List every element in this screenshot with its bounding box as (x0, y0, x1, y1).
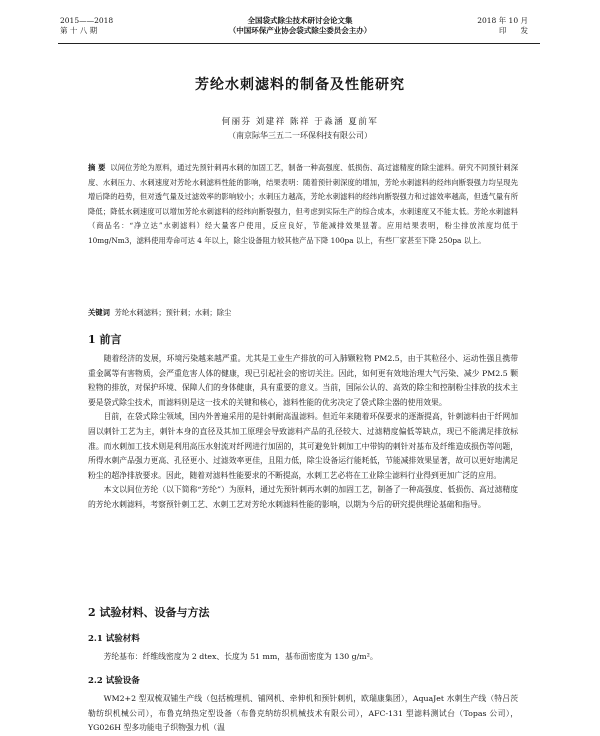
section-1-body (88, 352, 518, 513)
section-2-1-heading: 2.1 试验材料 (88, 634, 140, 644)
keyword-item: 预针刺 (165, 308, 188, 317)
paragraph: 随着经济的发展，环境污染越来越严重。尤其是工业生产排放的可入肺颗粒物 PM2.5，由于其粒径小、运动性强且携带重金属等有害物质，会严重危害人体的健康，现已引起社会的密切关注。因此，如何更有效地治理大气污染、减少 PM2.5 颗粒物的排放，对保护环境、保障人们的身体健康，具有重要的意义。当前，国际公认的、高效的除尘和控制粉尘排放的技术主要是袋式除尘技术，而滤料则是这一技术的关键和核心，滤料性能的优劣决定了袋式除尘器的使用效果。 (88, 354, 518, 407)
paragraph: WM2+2 型双梳双铺生产线（包括梳理机、铺网机、牵伸机和预针刺机，欧瑞康集团），AquaJet 水刺生产线（特吕茨勒纺织机械公司），布鲁克纳热定型设备（布鲁克纳纺织机械技术有限公司），AFC-131 型滤料测试台（Topas 公司），YG026H 型多功能电子织物强力机（温 (88, 694, 518, 733)
header-rule (58, 43, 540, 44)
header-city-2: 发 (520, 26, 528, 35)
header-year: 2015——2018 (60, 16, 114, 25)
abstract-label: 摘 要 (88, 163, 106, 172)
paper-affiliation: （南京际华三五二一环保科技有限公司） (228, 131, 372, 140)
section-1-heading: 1 前言 (88, 333, 122, 346)
section-2-1-body (88, 650, 518, 665)
abstract (88, 161, 518, 249)
paragraph: 本文以间位芳纶（以下简称“芳纶”）为原料，通过先预针刺再水刺的加固工艺，制备了一种高强度、低损伤、高过滤精度的芳纶水刺滤料，考察预针刺工艺、水刺工艺对芳纶水刺滤料性能的影响，以期为今后的研究提供理论基础和指导。 (88, 485, 518, 509)
keywords-label: 关键词 (88, 308, 110, 317)
header-organizer: （中国环保产业协会袋式除尘委员会主办） (228, 26, 372, 35)
keyword-item: 除尘 (216, 308, 232, 317)
section-2-heading: 2 试验材料、设备与方法 (88, 606, 210, 619)
keyword-item: 水刺 (194, 308, 210, 317)
section-2-2-body (88, 692, 518, 736)
paper-authors: 何丽芬 刘建祥 陈祥 于淼涵 夏前军 (221, 117, 379, 127)
abstract-text: 以间位芳纶为原料，通过先预针刺再水刺的加固工艺，制备一种高强度、低损伤、高过滤精度的除尘滤料。研究不同预针刺深度、水刺压力、水刺速度对芳纶水刺滤料性能的影响，结果表明：随着预针刺深度的增加，芳纶水刺滤料的经纬向断裂强力均呈现先增后降的趋势，但对透气量及过滤效率的影响较小；水刺压力越高，芳纶水刺滤料的经纬向断裂强力和过滤效率越高，但透气量有所降低；降低水刺速度可以增加芳纶水刺滤料的经纬向断裂强力，但考虑到实际生产的综合成本，水刺速度又不能太低。芳纶水刺滤料（商品名：“净立达”水刺滤料）经大量客户使用，反应良好，节能减排效果显著。应用结果表明，粉尘排放浓度均低于 10mg/Nm3，滤料使用寿命可达 4 年以上，除尘设备阻力较其他产品下降 100pa 以上，有些厂家甚至下降 250pa 以上。 (88, 163, 518, 245)
keyword-item: 芳纶水刺滤料 (114, 308, 159, 317)
header-right (477, 16, 528, 36)
header-issue: 第 十 八 期 (60, 26, 98, 35)
paragraph: 目前，在袋式除尘领域，国内外普遍采用的是针刺耐高温滤料。但近年来随着环保要求的逐渐提高，针刺滤料由于纤网加固以刺针工艺为主，刺针本身的直径及其加工原理会导致滤料产品的孔径较大、过滤精度偏低等缺点，现已不能满足排放标准。而水刺加工技术则是利用高压水射流对纤网进行加固的，其可避免针刺加工中带钩的刺针对基布及纤维造成损伤等问题，所得水刺产品强力更高、孔径更小、过滤效率更佳，且阻力低，除尘设备运行能耗低，节能减排效果显著，故可以更好地满足粉尘的超净排放要求。因此，随着对滤料性能要求的不断提高，水刺工艺必将在工业除尘滤料行业得到更加广泛的应用。 (88, 412, 518, 480)
header-date: 2018 年 10 月 (477, 16, 528, 25)
section-2-2-heading: 2.2 试验设备 (88, 676, 140, 686)
keywords: 关键词 芳纶水刺滤料；预针刺；水刺；除尘 (88, 308, 232, 317)
paragraph: 芳纶基布：纤维线密度为 2 dtex、长度为 51 mm，基布面密度为 130 g/m²。 (103, 652, 378, 661)
header-journal: 全国袋式除尘技术研讨会论文集 (247, 16, 353, 25)
header-city-1: 印 (499, 26, 507, 35)
running-header (0, 6, 600, 50)
paper-title: 芳纶水刺滤料的制备及性能研究 (195, 77, 405, 93)
header-city (477, 26, 528, 36)
